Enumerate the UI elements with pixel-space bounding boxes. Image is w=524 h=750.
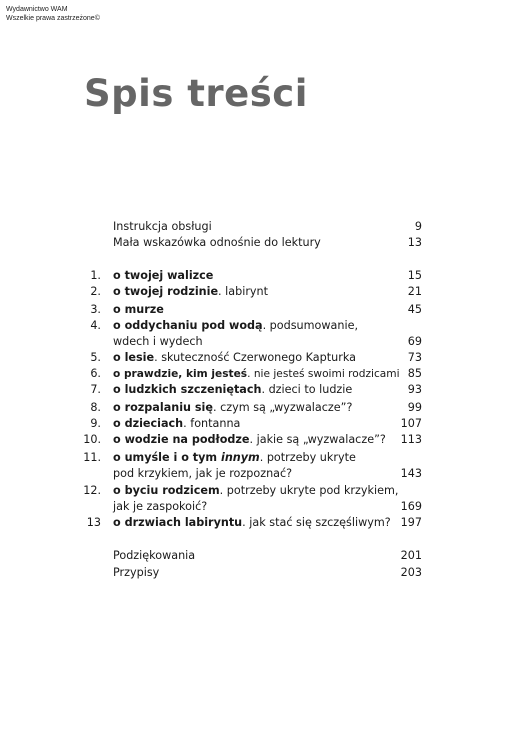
toc-chapter-4-continuation: [80, 334, 422, 350]
chapter-subtitle: . potrzeby ukryte pod krzykiem,: [219, 484, 399, 497]
toc-entry-title: Instrukcja obsługi: [113, 220, 212, 233]
chapter-subtitle: . czym są „wyzwalacze”?: [212, 401, 353, 414]
chapter-title: o twojej walizce: [113, 269, 214, 282]
chapter-title: o murze: [113, 303, 164, 316]
chapter-number: 2.: [90, 285, 101, 298]
toc-page-number: 113: [400, 433, 422, 446]
chapter-number: 11.: [83, 451, 101, 464]
chapter-title: o dzieciach: [113, 417, 184, 430]
toc-page-number: 13: [407, 236, 422, 249]
chapter-number: 3.: [90, 303, 101, 316]
chapter-number: 7.: [90, 383, 101, 396]
toc-chapter-5: [80, 350, 422, 366]
chapter-number: 6.: [90, 367, 101, 380]
toc-entry-title: Mała wskazówka odnośnie do lektury: [113, 236, 321, 249]
chapter-subtitle: . skuteczność Czerwonego Kapturka: [154, 351, 356, 364]
toc-page-number: 15: [407, 269, 422, 282]
chapter-title: o ludzkich szczeniętach: [113, 383, 262, 396]
toc-chapter-4: [80, 318, 422, 334]
toc-chapter-2: [80, 284, 422, 300]
toc-page-number: 201: [400, 549, 422, 562]
toc-chapter-13: [80, 515, 422, 531]
toc-chapter-11: [80, 450, 422, 466]
chapter-number: 13: [86, 516, 101, 529]
page-title: Spis treści: [84, 72, 308, 115]
toc-entry-wskazowka: [80, 235, 422, 251]
chapter-number: 12.: [83, 484, 101, 497]
toc-chapter-1: [80, 268, 422, 284]
chapter-number: 9.: [90, 417, 101, 430]
toc-page-number: 73: [407, 351, 422, 364]
chapter-subtitle: . dzieci to ludzie: [261, 383, 353, 396]
chapter-subtitle: . fontanna: [183, 417, 241, 430]
toc-page-number: 143: [400, 467, 422, 480]
toc-chapter-12-continuation: [80, 499, 422, 515]
chapter-number: 5.: [90, 351, 101, 364]
chapter-subtitle: . jak stać się szczęśliwym?: [242, 516, 391, 529]
chapter-title: o lesie: [113, 351, 155, 364]
toc-page-number: 45: [407, 303, 422, 316]
toc-page-number: 197: [400, 516, 422, 529]
chapter-title: o byciu rodzicem: [113, 484, 220, 497]
chapter-subtitle-continued: wdech i wydech: [113, 335, 203, 348]
chapter-title: o twojej rodzinie: [113, 285, 219, 298]
toc-page-number: 69: [407, 335, 422, 348]
toc-entry-title: Podziękowania: [113, 549, 196, 562]
toc-page-number: 85: [407, 367, 422, 380]
toc-chapter-11-continuation: [80, 466, 422, 482]
toc-page-number: 107: [400, 417, 422, 430]
chapter-number: 10.: [83, 433, 101, 446]
toc-entry-podziekowania: [80, 548, 422, 564]
publisher-name: Wydawnictwo WAM: [6, 6, 68, 13]
chapter-subtitle-continued: jak je zaspokoić?: [113, 500, 208, 513]
toc-chapter-12: [80, 483, 422, 499]
toc-chapter-10: [80, 432, 422, 448]
toc-chapter-8: [80, 400, 422, 416]
chapter-subtitle: . nie jesteś swoimi rodzicami: [247, 368, 400, 380]
toc-entry-title: Przypisy: [113, 566, 160, 579]
toc-page-number: 93: [407, 383, 422, 396]
chapter-title: o oddychaniu pod wodą: [113, 319, 263, 332]
chapter-number: 8.: [90, 401, 101, 414]
toc-chapter-7: [80, 382, 422, 398]
chapter-subtitle: . potrzeby ukryte: [259, 451, 356, 464]
publisher-notice: [6, 5, 100, 23]
chapter-subtitle: . podsumowanie,: [262, 319, 359, 332]
toc-page-number: 9: [414, 220, 422, 233]
chapter-title: o drzwiach labiryntu: [113, 516, 243, 529]
toc-chapter-3: [80, 302, 422, 318]
toc-entry-przypisy: [80, 565, 422, 581]
chapter-title: o umyśle i o tym: [113, 451, 221, 464]
copyright-notice: Wszelkie prawa zastrzeżone©: [6, 15, 100, 22]
chapter-title-emphasis: innym: [220, 451, 260, 464]
chapter-subtitle-continued: pod krzykiem, jak je rozpoznać?: [113, 467, 293, 480]
toc-entry-instrukcja: [80, 219, 422, 235]
chapter-number: 1.: [90, 269, 101, 282]
chapter-number: 4.: [90, 319, 101, 332]
toc-chapter-9: [80, 416, 422, 432]
chapter-title: o rozpalaniu się: [113, 401, 213, 414]
toc-chapter-6: [80, 366, 422, 382]
toc-page-number: 21: [407, 285, 422, 298]
chapter-title: o prawdzie, kim jesteś: [113, 368, 248, 380]
chapter-title: o wodzie na podłodze: [113, 433, 250, 446]
toc-page-number: 99: [407, 401, 422, 414]
chapter-subtitle: . labirynt: [218, 285, 269, 298]
toc-page-number: 203: [400, 566, 422, 579]
toc-page-number: 169: [400, 500, 422, 513]
chapter-subtitle: . jakie są „wyzwalacze”?: [249, 433, 386, 446]
